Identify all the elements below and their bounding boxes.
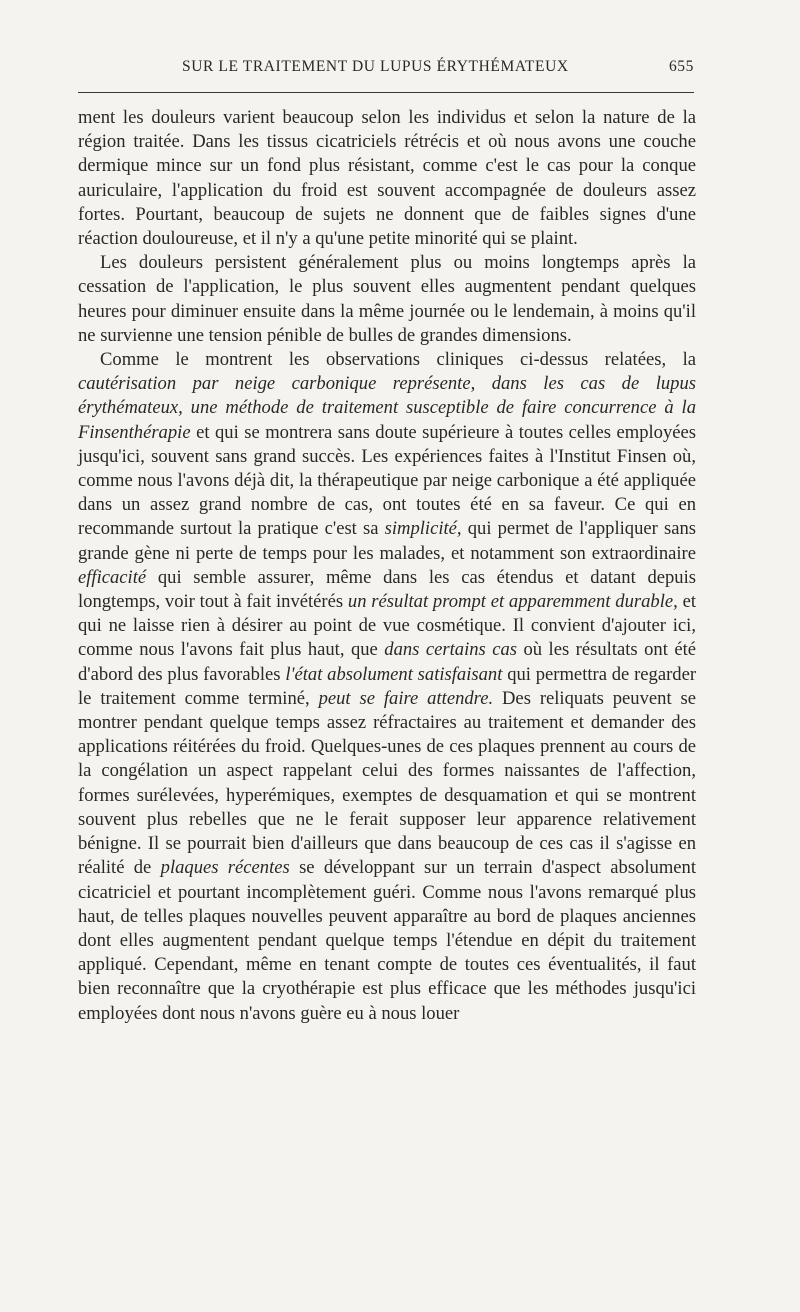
text-run: ment les douleurs varient beaucoup selon les individus et selon la nature de la région traitée. Dans les tissus cicatriciels rétrécis et où nous avons une couche dermique mince sur un fond plus résistant, comme c'est le cas pour la conque auriculaire, l'application du froid est souvent accompagnée de douleurs assez fortes. Pourtant, beaucoup de sujets ne donnent que de faibles signes d'une réaction douloureuse, et il n'y a qu'une petite minorité qui se plaint. (78, 107, 696, 250)
italic-phrase: l'état absolument satisfaisant (285, 663, 503, 685)
text-run: Les douleurs persistent généralement plus ou moins longtemps après la cessation de l'application, le plus souvent elles augmentent pendant quelques heures pour diminuer ensuite dans la même journée ou le lendemain, à moins qu'il ne survienne une tension pénible de bulles de grandes dimensions. (78, 252, 696, 346)
text-run: où les résultats ont été d'abord des plus favorables (78, 639, 696, 685)
text-run: qui permet de l'appliquer sans grande gène ni perte de temps pour les malades, et notamment son extraordinaire (78, 518, 696, 564)
page-number: 655 (668, 58, 694, 75)
text-run: Des reliquats peuvent se montrer pendant quelque temps assez réfractaires au traitement et demander des applications réitérées du froid. Quelques-unes de ces plaques prennent au cours de la congélation un aspect rappelant celui des formes naissantes de l'affection, formes surélevées, hyperémiques, exemptes de desquamation et qui se montrent souvent plus rebelles que ne le ferait supposer leur apparence relativement bénigne. Il se pourrait bien d'ailleurs que dans beaucoup de ces cas il s'agisse en réalité de (78, 687, 696, 879)
italic-phrase: cautérisation par neige carbonique représente, dans les cas de lupus érythémateux, une méthode de traitement susceptible de faire concurrence à la Finsenthérapie (78, 373, 696, 443)
paragraph-2 (78, 251, 696, 348)
paragraph-3 (78, 348, 696, 1026)
italic-phrase: peut se faire attendre. (318, 687, 494, 709)
text-run: et qui se montrera sans doute supérieure à toutes celles employées jusqu'ici, souvent sans grand succès. Les expériences faites à l'Institut Finsen où, comme nous l'avons déjà dit, la thérapeutique par neige carbonique a été appliquée dans un assez grand nombre de cas, ont toutes été en sa faveur. Ce qui en recommande surtout la pratique c'est sa (78, 421, 696, 540)
italic-phrase: dans certains cas (384, 639, 518, 661)
text-run: se développant sur un terrain d'aspect absolument cicatriciel et pourtant incomplètement guéri. Comme nous l'avons remarqué plus haut, de telles plaques nouvelles peuvent apparaître au bord de plaques anciennes dont elles augmentent pendant quelque temps l'étendue en dépit du traitement appliqué. Cependant, même en tenant compte de toutes ces éventualités, il faut bien reconnaître que la cryothérapie est plus efficace que les méthodes jusqu'ici employées dont nous n'avons guère eu à nous louer (78, 857, 696, 1024)
italic-phrase: un résultat prompt et apparemment durable, (347, 591, 678, 613)
body-text (78, 106, 696, 1026)
text-run: Comme le montrent les observations cliniques ci-dessus relatées, la (100, 349, 696, 371)
header-rule (78, 92, 694, 93)
italic-phrase: simplicité, (384, 518, 462, 540)
text-run: et qui ne laisse rien à désirer au point de vue cosmétique. Il convient d'ajouter ici, comme nous l'avons fait plus haut, que (78, 591, 696, 661)
italic-phrase: efficacité (78, 566, 147, 588)
italic-phrase: plaques récentes (160, 857, 290, 879)
running-title: SUR LE TRAITEMENT DU LUPUS ÉRYTHÉMATEUX (182, 58, 569, 75)
text-run: qui permettra de regarder le traitement comme terminé, (78, 663, 697, 709)
running-head (78, 58, 694, 82)
paragraph-1 (78, 106, 696, 251)
text-run: qui semble assurer, même dans les cas étendus et datant depuis longtemps, voir tout à fait invétérés (78, 566, 696, 613)
